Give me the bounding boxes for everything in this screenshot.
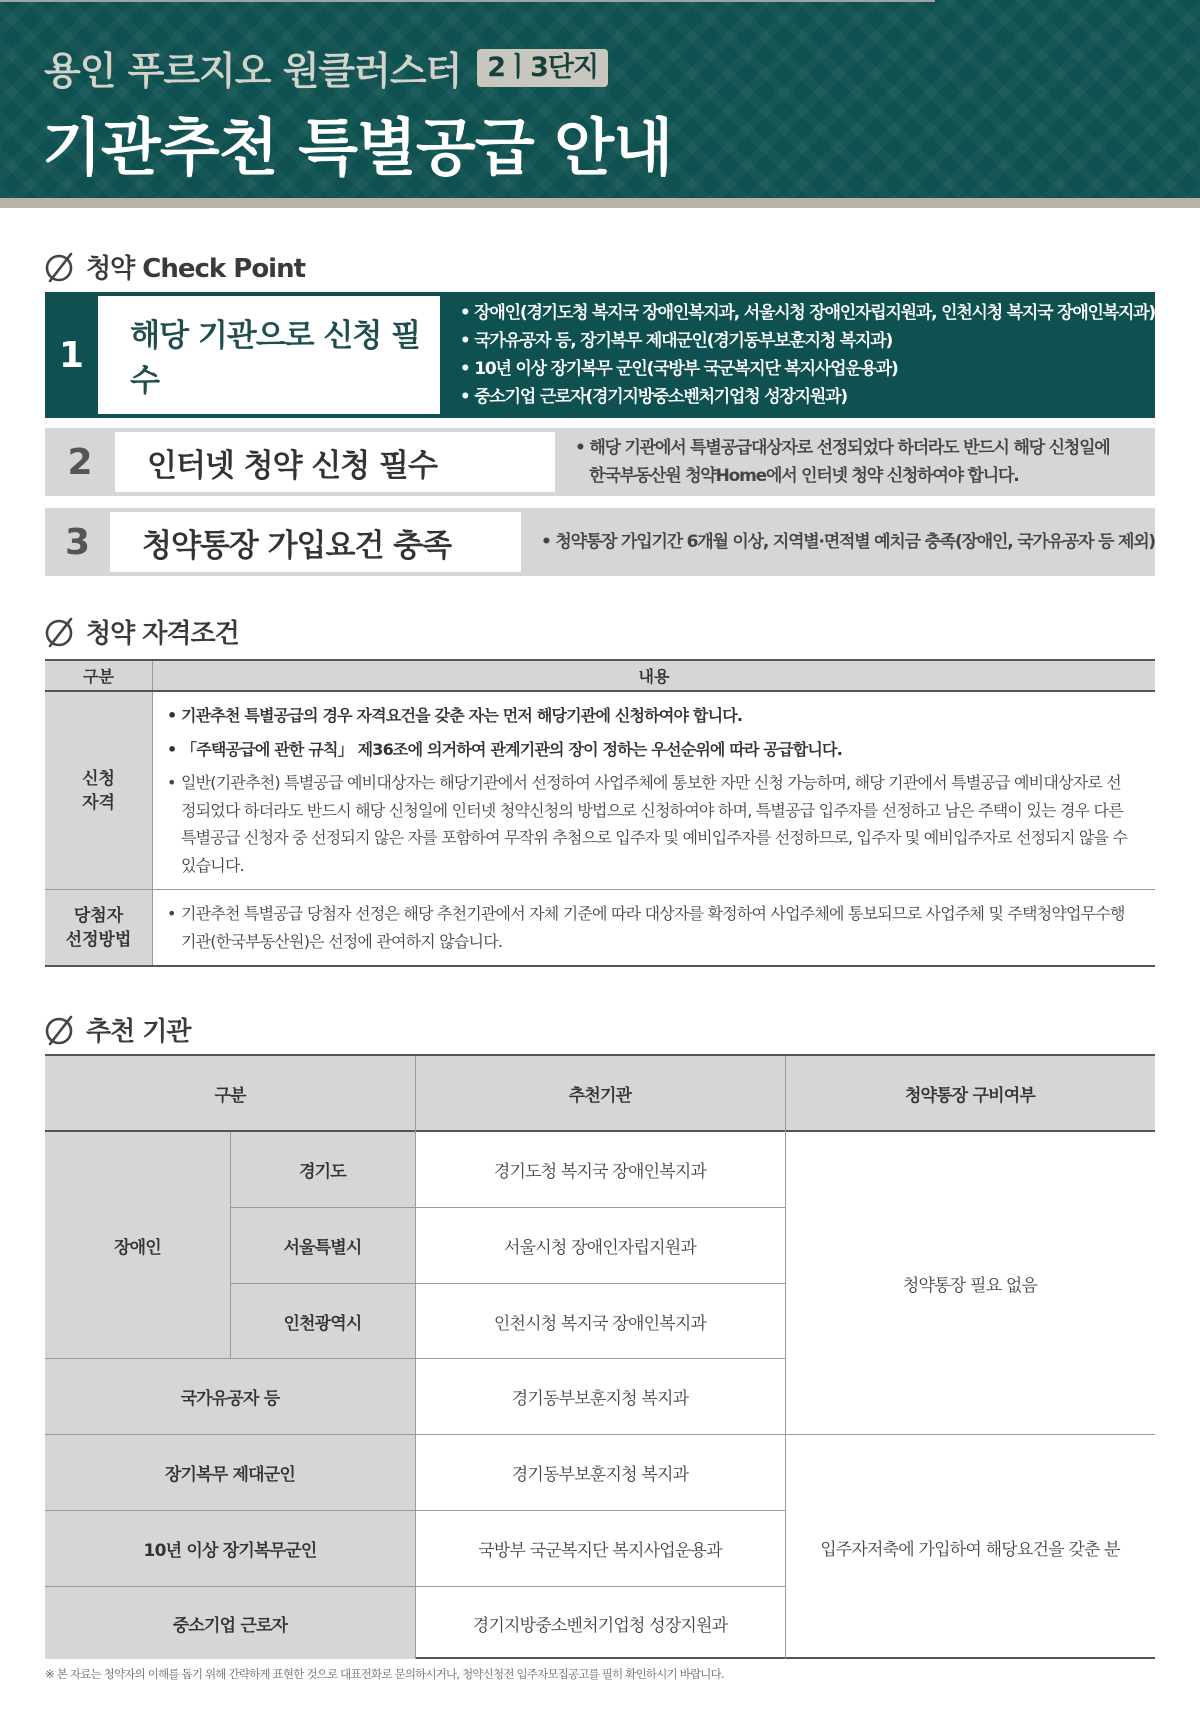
checkpoint-row-1 bbox=[45, 292, 1155, 418]
list-item-text: 「주택공급에 관한 규칙」 제36조에 의거하여 관계기관의 장이 정하는 우선순위에 따라 공급합니다. bbox=[181, 739, 842, 759]
account-cell-required: 입주자저축에 가입하여 해당요건을 갖춘 분 bbox=[820, 1539, 1120, 1560]
grid-line bbox=[230, 1132, 231, 1358]
table-header-cell: 추천기관 bbox=[415, 1056, 785, 1130]
account-cell-not-required: 청약통장 필요 없음 bbox=[902, 1275, 1038, 1296]
table-header-cell: 내용 bbox=[638, 667, 670, 686]
checkpoint-description bbox=[521, 508, 1155, 576]
agency-cell: 경기동부보훈지청 복지과 bbox=[511, 1465, 689, 1485]
row-label: 당첨자 선정방법 bbox=[45, 890, 153, 965]
complex-name: 용인 푸르지오 원클러스터 bbox=[44, 49, 462, 93]
row-content bbox=[153, 890, 1155, 965]
checkpoint-row-2 bbox=[45, 428, 1155, 496]
agency-cell: 인천시청 복지국 장애인복지과 bbox=[493, 1313, 707, 1334]
table-header-cell: 구분 bbox=[45, 661, 153, 690]
agency-cell: 서울시청 장애인자립지원과 bbox=[503, 1238, 697, 1258]
checkpoint-number: 2 bbox=[67, 441, 93, 483]
grid-line bbox=[230, 1207, 785, 1208]
region-cell: 경기도 bbox=[230, 1132, 415, 1207]
checkpoint-label: 인터넷 청약 신청 필수 bbox=[115, 432, 555, 492]
grid-line bbox=[45, 1510, 785, 1511]
list-item-text: 기관추천 특별공급 당첨자 선정은 해당 추천기관에서 자체 기준에 따라 대상자를 확정하여 사업주체에 통보되므로 사업주체 및 주택청약업무수행기관(한국부동산원)은 선정에 관여하지 않습니다. bbox=[181, 904, 1125, 951]
region-cell: 인천광역시 bbox=[230, 1284, 415, 1358]
checkpoint-row-3 bbox=[45, 508, 1155, 576]
checkpoint-item: • 10년 이상 장기복무 군인(국방부 국군복지단 복지사업운용과) bbox=[459, 359, 898, 379]
section-title-qualification bbox=[44, 613, 239, 650]
category-cell: 장기복무 제대군인 bbox=[45, 1435, 415, 1510]
checkpoint-item: • 장애인(경기도청 복지국 장애인복지과, 서울시청 장애인자립지원과, 인천시청 복지국 장애인복지과) bbox=[459, 303, 1155, 323]
list-item: • 「주택공급에 관한 규칙」 제36조에 의거하여 관계기관의 장이 정하는 우선순위에 따라 공급합니다. bbox=[167, 736, 1135, 764]
list-item: • 기관추천 특별공급 당첨자 선정은 해당 추천기관에서 자체 기준에 따라 대상자를 확정하여 사업주체에 통보되므로 사업주체 및 주택청약업무수행기관(한국부동산원)은 선정에 관여하지 않습니다. bbox=[167, 900, 1135, 955]
checkpoint-description bbox=[555, 428, 1155, 496]
leaf-circle-icon bbox=[44, 616, 76, 648]
table-row bbox=[45, 889, 1155, 965]
checkpoint-item: • 중소기업 근로자(경기지방중소벤처기업청 성장지원과) bbox=[459, 387, 847, 407]
agency-cell: 경기동부보훈지청 복지과 bbox=[511, 1389, 689, 1409]
section-title-agencies bbox=[44, 1011, 191, 1048]
list-item-text: 일반(기관추천) 특별공급 예비대상자는 해당기관에서 선정하여 사업주체에 통보한 자만 신청 가능하며, 해당 기관에서 특별공급 예비대상자로 선정되었다 하더라도 반드시 해당 신청일에 인터넷 청약신청의 방법으로 신청하여야 하며, 특별공급 입주자를 선정하고 남은 주택이 있는 경우 다른 특별공급 신청자 중 선정되지 않은 자를 포함하여 무작위 추첨으로 입주자 및 예비입주자를 선정하므로, 입주자 및 예비입주자로 선정되지 않을 수 있습니다. bbox=[181, 773, 1128, 875]
agencies-table bbox=[45, 1054, 1155, 1659]
row-content bbox=[153, 692, 1155, 889]
agency-cell: 경기도청 복지국 장애인복지과 bbox=[493, 1162, 707, 1182]
checkpoint-item: 한국부동산원 청약Home에서 인터넷 청약 신청하여야 합니다. bbox=[575, 466, 1019, 486]
category-cell: 중소기업 근로자 bbox=[45, 1587, 415, 1659]
page-title: 기관추천 특별공급 안내 bbox=[42, 111, 673, 184]
section-title-checkpoint bbox=[44, 248, 305, 285]
section-title-text: 청약 자격조건 bbox=[86, 619, 239, 649]
list-item: • 기관추천 특별공급의 경우 자격요건을 갖춘 자는 먼저 해당기관에 신청하여야 합니다. bbox=[167, 702, 1135, 730]
agency-cell: 국방부 국군복지단 복지사업운용과 bbox=[478, 1541, 722, 1561]
footnote: ※ 본 자료는 청약자의 이해를 돕기 위해 간략하게 표현한 것으로 대표전화로 문의하시거나, 청약신청전 입주자모집공고를 필히 확인하시기 바랍니다. bbox=[45, 1667, 724, 1681]
header-subtitle-row bbox=[44, 40, 608, 95]
category-cell: 국가유공자 등 bbox=[45, 1359, 415, 1434]
table-header-cell: 청약통장 구비여부 bbox=[785, 1056, 1155, 1130]
grid-line bbox=[45, 1434, 1155, 1435]
leaf-circle-icon bbox=[44, 251, 76, 283]
checkpoint-label: 청약통장 가입요건 충족 bbox=[110, 512, 521, 572]
checkpoint-description bbox=[440, 292, 1155, 418]
table-row bbox=[45, 692, 1155, 889]
row-label: 신청 자격 bbox=[45, 692, 153, 889]
checkpoint-number: 3 bbox=[64, 521, 91, 563]
grid-line bbox=[45, 1586, 785, 1587]
checkpoint-number: 1 bbox=[59, 334, 85, 376]
complex-badge: 2ㅣ3단지 bbox=[477, 49, 608, 87]
table-header-row bbox=[45, 661, 1155, 692]
grid-line bbox=[230, 1283, 785, 1284]
header-banner bbox=[0, 0, 1200, 198]
qualification-table bbox=[45, 659, 1155, 967]
list-item: • 일반(기관추천) 특별공급 예비대상자는 해당기관에서 선정하여 사업주체에 통보한 자만 신청 가능하며, 해당 기관에서 특별공급 예비대상자로 선정되었다 하더라도 반드시 해당 신청일에 인터넷 청약신청의 방법으로 신청하여야 하며, 특별공급 입주자를 선정하고 남은 주택이 있는 경우 다른 특별공급 신청자 중 선정되지 않은 자를 포함하여 무작위 추첨으로 입주자 및 예비입주자를 선정하므로, 입주자 및 예비입주자로 선정되지 않을 수 있습니다. bbox=[167, 769, 1135, 879]
grid-line bbox=[785, 1056, 786, 1659]
checkpoint-item: • 국가유공자 등, 장기복무 제대군인(경기동부보훈지청 복지과) bbox=[459, 331, 893, 351]
top-divider bbox=[0, 0, 935, 2]
checkpoint-item: • 해당 기관에서 특별공급대상자로 선정되었다 하더라도 반드시 해당 신청일에 bbox=[575, 438, 1110, 458]
list-item-text: 기관추천 특별공급의 경우 자격요건을 갖춘 자는 먼저 해당기관에 신청하여야 합니다. bbox=[181, 706, 743, 725]
section-title-text: 청약 Check Point bbox=[86, 254, 306, 284]
grid-line bbox=[45, 1358, 785, 1359]
group-label-disabled: 장애인 bbox=[45, 1132, 230, 1358]
checkpoint-item: • 청약통장 가입기간 6개월 이상, 지역별·면적별 예치금 충족(장애인, 국가유공자 등 제외) bbox=[541, 532, 1155, 552]
leaf-circle-icon bbox=[44, 1014, 76, 1046]
header-band bbox=[0, 198, 1200, 208]
section-title-text: 추천 기관 bbox=[86, 1017, 191, 1047]
category-cell: 10년 이상 장기복무군인 bbox=[45, 1511, 415, 1586]
agency-cell: 경기지방중소벤처기업청 성장지원과 bbox=[472, 1615, 728, 1636]
table-header-cell: 구분 bbox=[45, 1056, 415, 1130]
region-cell: 서울특별시 bbox=[230, 1208, 415, 1283]
checkpoint-label: 해당 기관으로 신청 필수 bbox=[98, 296, 440, 414]
